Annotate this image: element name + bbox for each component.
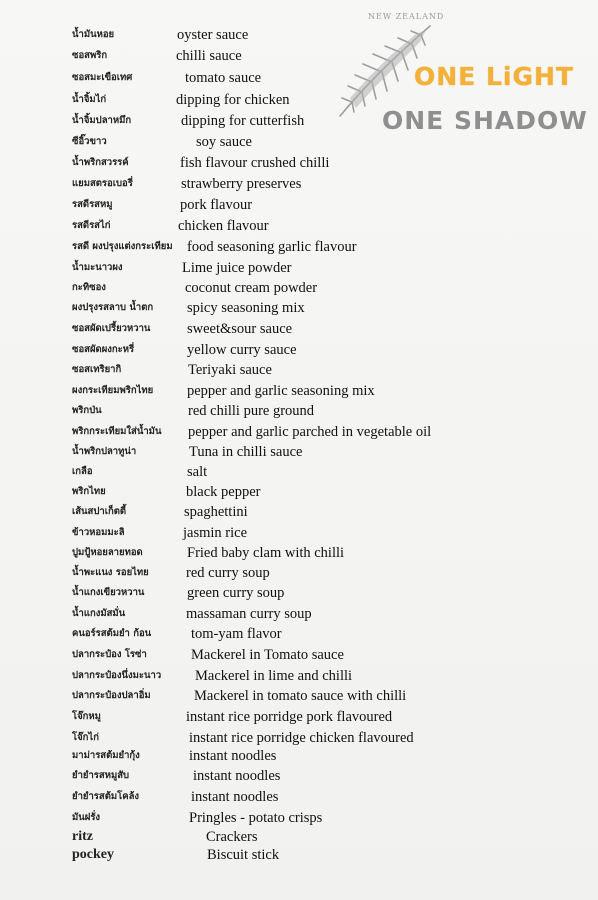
english-name: yellow curry sauce: [187, 342, 297, 358]
list-item: [0, 401, 598, 421]
thai-name: ผงปรุงรสลาบ น้ำตก: [72, 302, 154, 313]
thai-name: รสดี ผงปรุงแต่งกระเทียม: [72, 241, 173, 252]
list-item: [0, 604, 598, 624]
list-item: [0, 808, 598, 828]
thai-name: ยำยำรสหมูสับ: [72, 770, 130, 781]
thai-name: พริกป่น: [72, 405, 102, 416]
english-name: chicken flavour: [178, 218, 269, 234]
list-item: [0, 340, 598, 360]
list-item: [0, 787, 598, 807]
list-item: [0, 523, 598, 543]
list-item: [0, 462, 598, 482]
english-name: tomato sauce: [185, 70, 262, 86]
list-item: [0, 645, 598, 665]
english-name: pork flavour: [180, 197, 253, 213]
thai-name: มันฝรั่ง: [72, 812, 101, 823]
list-item: [0, 111, 598, 131]
list-item: [0, 666, 598, 686]
thai-name: ซอสเทริยากิ: [72, 364, 122, 375]
list-item: [0, 686, 598, 706]
english-name: instant noodles: [191, 789, 279, 805]
list-item: [0, 827, 598, 847]
english-name: soy sauce: [196, 134, 252, 150]
english-name: green curry soup: [187, 585, 285, 601]
thai-name: กะทิซอง: [72, 282, 106, 293]
list-item: [0, 195, 598, 215]
thai-name: ผงกระเทียมพริกไทย: [72, 385, 154, 396]
thai-name: มาม่ารสต้มยำกุ้ง: [72, 750, 140, 761]
list-item: [0, 543, 598, 563]
english-name: Pringles - potato crisps: [189, 810, 323, 826]
thai-name: ซอสพริก: [72, 50, 108, 61]
list-item: [0, 422, 598, 442]
english-name: Mackerel in Tomato sauce: [191, 647, 344, 663]
list-item: [0, 237, 598, 257]
thai-name: น้ำแกงมัสมั่น: [72, 608, 126, 619]
list-item: [0, 766, 598, 786]
watermark-line-one-light: ONE LiGHT: [414, 62, 574, 91]
english-name: instant rice porridge chicken flavoured: [189, 730, 414, 746]
list-item: [0, 298, 598, 318]
english-name: instant rice porridge pork flavoured: [186, 709, 393, 725]
thai-name: ปลากระป๋องนึ่งมะนาว: [72, 670, 162, 681]
thai-name: ยำยำรสต้มโคล้ง: [72, 791, 140, 802]
list-item: [0, 845, 598, 865]
watermark-line-one-shadow: ONE SHADOW: [382, 106, 588, 135]
thai-name: ซีอิ๊วขาว: [72, 136, 107, 147]
english-name: instant noodles: [193, 768, 281, 784]
thai-name: ซอสผัดเปรี้ยวหวาน: [72, 323, 151, 334]
english-name: dipping for cutterfish: [181, 113, 305, 129]
english-name: pepper and garlic parched in vegetable oil: [188, 424, 432, 440]
thai-name: ritz: [72, 829, 93, 844]
list-item: [0, 482, 598, 502]
english-name: food seasoning garlic flavour: [187, 239, 357, 255]
thai-name: ปูมปู้หอยลายทอด: [72, 547, 143, 558]
thai-name: pockey: [72, 847, 114, 862]
list-item: [0, 502, 598, 522]
thai-name: น้ำพะแนง รอยไทย: [72, 567, 149, 578]
list-item: [0, 46, 598, 66]
thai-name: น้ำแกงเขียวหวาน: [72, 587, 145, 598]
english-name: black pepper: [186, 484, 261, 500]
thai-name: เส้นสปาเก็ตตี้: [72, 506, 127, 517]
list-item: [0, 258, 598, 278]
thai-name: น้ำมะนาวผง: [72, 262, 123, 273]
thai-name: เกลือ: [72, 466, 93, 477]
english-name: Mackerel in lime and chilli: [195, 668, 353, 684]
english-name: massaman curry soup: [186, 606, 312, 622]
thai-name: โจ๊กไก่: [72, 732, 99, 743]
thai-name: น้ำมันหอย: [72, 29, 115, 40]
english-name: sweet&sour sauce: [187, 321, 293, 337]
thai-name: พริกกระเทียมใส่น้ำมัน: [72, 426, 162, 437]
list-item: [0, 360, 598, 380]
thai-name: น้ำพริกสวรรค์: [72, 157, 129, 168]
list-item: [0, 583, 598, 603]
english-name: Tuna in chilli sauce: [189, 444, 303, 460]
watermark-arc-text: NEW ZEALAND: [368, 12, 445, 21]
list-item: [0, 278, 598, 298]
list-item: [0, 174, 598, 194]
english-name: salt: [187, 464, 208, 480]
thai-name: รสดีรสไก่: [72, 220, 111, 231]
list-item: [0, 442, 598, 462]
english-name: Mackerel in tomato sauce with chilli: [194, 688, 407, 704]
thai-name: น้ำพริกปลาทูน่า: [72, 446, 137, 457]
list-item: [0, 707, 598, 727]
english-name: dipping for chicken: [176, 92, 290, 108]
english-name: strawberry preserves: [181, 176, 302, 192]
english-name: chilli sauce: [176, 48, 242, 64]
thai-name: ซอสมะเขือเทศ: [72, 72, 133, 83]
list-item: [0, 132, 598, 152]
english-name: Teriyaki sauce: [188, 362, 272, 378]
list-item: [0, 563, 598, 583]
english-name: jasmin rice: [183, 525, 248, 541]
thai-name: โจ๊กหมู: [72, 711, 101, 722]
thai-name: คนอร์รสต้มยำ ก้อน: [72, 628, 152, 639]
english-name: pepper and garlic seasoning mix: [187, 383, 375, 399]
english-name: tom-yam flavor: [191, 626, 282, 642]
english-name: instant noodles: [189, 748, 277, 764]
list-item: [0, 319, 598, 339]
english-name: spaghettini: [184, 504, 248, 520]
thai-name: พริกไทย: [72, 486, 106, 497]
list-item: [0, 746, 598, 766]
list-item: [0, 153, 598, 173]
list-item: [0, 216, 598, 236]
english-name: Lime juice powder: [182, 260, 292, 276]
english-name: coconut cream powder: [185, 280, 318, 296]
english-name: Crackers: [206, 829, 258, 845]
list-item: [0, 25, 598, 45]
thai-name: รสดีรสหมู: [72, 199, 113, 210]
english-name: spicy seasoning mix: [187, 300, 305, 316]
thai-name: ซอสผัดผงกะหรี่: [72, 344, 135, 355]
thai-name: แยมสตรอเบอรี่: [72, 178, 133, 189]
thai-name: ข้าวหอมมะลิ: [72, 527, 125, 538]
thai-name: น้ำจิ้มไก่: [72, 94, 107, 105]
thai-name: น้ำจิ้มปลาหมึก: [72, 115, 132, 126]
list-item: [0, 90, 598, 110]
thai-name: ปลากระป๋อง โรซ่า: [72, 649, 147, 660]
english-name: fish flavour crushed chilli: [180, 155, 330, 171]
list-item: [0, 728, 598, 748]
thai-name: ปลากระป๋องปลาอิ่ม: [72, 690, 151, 701]
english-name: oyster sauce: [177, 27, 249, 43]
list-item: [0, 624, 598, 644]
english-name: red curry soup: [186, 565, 270, 581]
english-name: Fried baby clam with chilli: [187, 545, 345, 561]
list-item: [0, 381, 598, 401]
english-name: red chilli pure ground: [188, 403, 315, 419]
list-item: [0, 68, 598, 88]
english-name: Biscuit stick: [207, 847, 280, 863]
